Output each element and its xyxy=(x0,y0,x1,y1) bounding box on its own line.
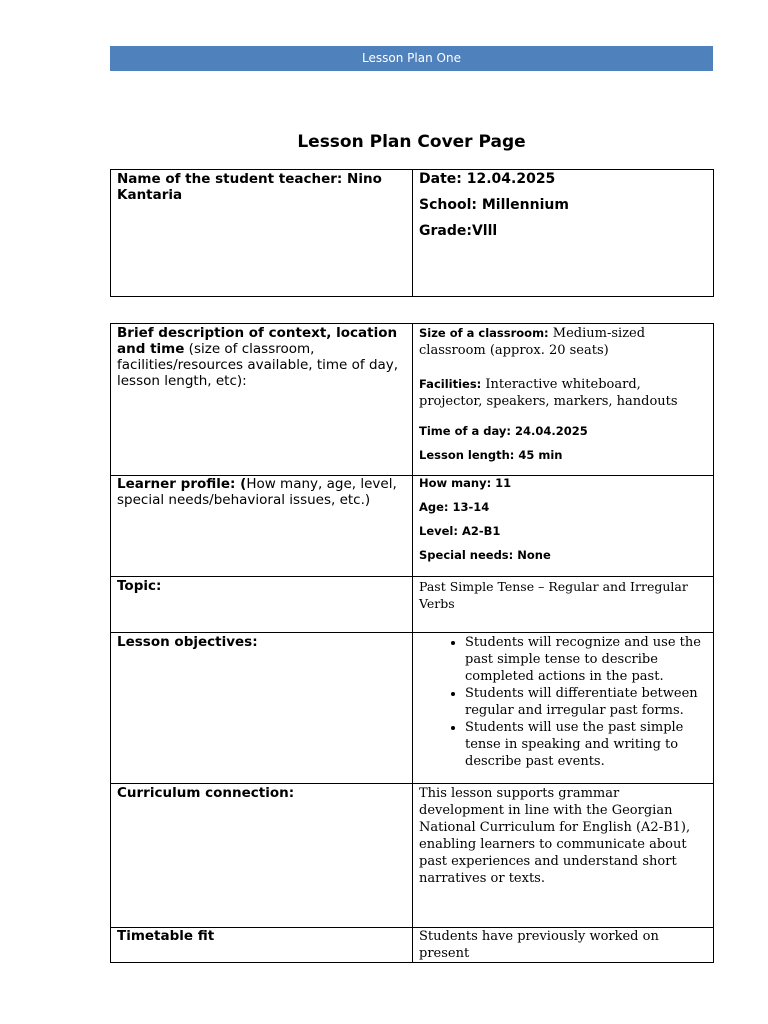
learner-value-cell xyxy=(413,476,714,577)
timetable-label: Timetable fit xyxy=(117,928,215,944)
list-item: • Students will differentiate between regular and irregular past forms. xyxy=(465,685,707,719)
teacher-name: Name of the student teacher: Nino Kantaria xyxy=(117,171,382,203)
timetable-value-cell xyxy=(413,928,714,963)
objectives-label-cell xyxy=(111,633,413,784)
curriculum-value-cell xyxy=(413,784,714,928)
lesson-details-table xyxy=(110,323,714,963)
page-header-bar xyxy=(110,46,713,71)
learner-count: How many: 11 xyxy=(419,476,512,490)
context-label: Brief description of context, location and time (size of classroom, facilities/resources available, time of day, lesson length, etc): xyxy=(117,325,399,389)
timetable-label-cell xyxy=(111,928,413,963)
learner-label-cell xyxy=(111,476,413,577)
curriculum-value: This lesson supports grammar development in line with the Georgian National Curriculum for English (A2-B1), enabling learners to communicate about past experiences and understand short narratives or texts. xyxy=(419,786,691,886)
classroom-size: Size of a classroom: Medium-sized classroom (approx. 20 seats) xyxy=(419,326,646,358)
learner-age: Age: 13-14 xyxy=(419,500,490,514)
table-row xyxy=(111,476,714,577)
learner-level: Level: A2-B1 xyxy=(419,524,501,538)
topic-label-cell xyxy=(111,577,413,633)
header-text: Lesson Plan One xyxy=(362,51,461,65)
context-value-cell xyxy=(413,324,714,476)
teacher-name-cell xyxy=(111,170,413,297)
list-item: • Students will recognize and use the past simple tense to describe completed actions in the past. xyxy=(465,634,707,685)
page-title: Lesson Plan Cover Page xyxy=(297,132,526,152)
topic-value-cell xyxy=(413,577,714,633)
table-row xyxy=(111,784,714,928)
timetable-value: Students have previously worked on present xyxy=(419,929,659,961)
table-row xyxy=(111,633,714,784)
lesson-length: Lesson length: 45 min xyxy=(419,448,563,462)
learner-special-needs: Special needs: None xyxy=(419,548,551,562)
table-row xyxy=(111,577,714,633)
objectives-list xyxy=(419,633,707,770)
grade-field: Grade:Vlll xyxy=(419,223,498,239)
cover-info-table xyxy=(110,169,714,297)
curriculum-label-cell xyxy=(111,784,413,928)
context-label-cell xyxy=(111,324,413,476)
topic-value: Past Simple Tense – Regular and Irregular Verbs xyxy=(419,579,688,611)
objectives-label: Lesson objectives: xyxy=(117,634,258,650)
table-row xyxy=(111,324,714,476)
topic-label: Topic: xyxy=(117,578,162,594)
curriculum-label: Curriculum connection: xyxy=(117,785,295,801)
school-field: School: Millennium xyxy=(419,197,569,213)
list-item: • Students will use the past simple tense in speaking and writing to describe past events. xyxy=(465,719,707,770)
facilities: Facilities: Interactive whiteboard, projector, speakers, markers, handouts xyxy=(419,377,678,409)
date-school-grade-cell xyxy=(413,170,714,297)
learner-label: Learner profile: (How many, age, level, special needs/behavioral issues, etc.) xyxy=(117,476,397,508)
objectives-value-cell xyxy=(413,633,714,784)
date-field: Date: 12.04.2025 xyxy=(419,171,556,187)
table-row xyxy=(111,928,714,963)
time-of-day: Time of a day: 24.04.2025 xyxy=(419,424,588,438)
